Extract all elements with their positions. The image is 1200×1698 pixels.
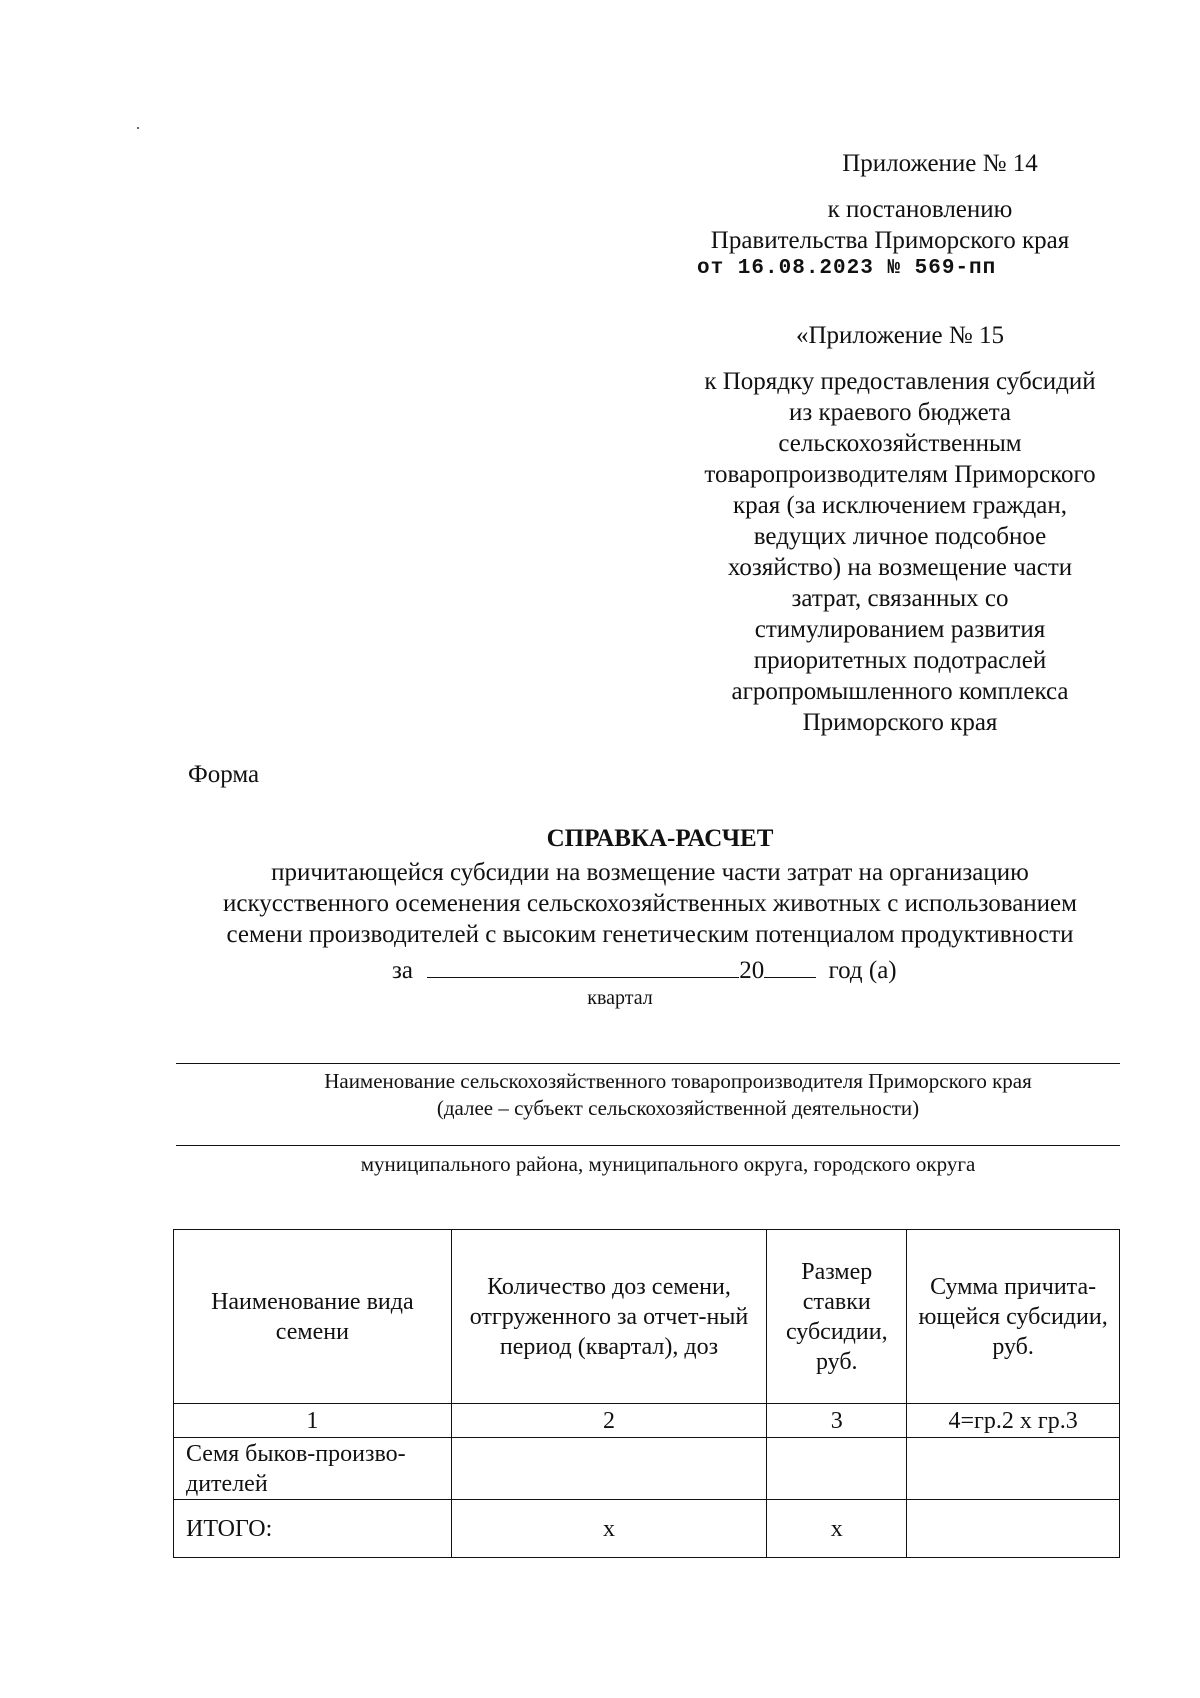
producer-caption-line1: Наименование сельскохозяйственного товаропроизводителя Приморского края <box>324 1069 1032 1093</box>
appendix-stamp: от 16.08.2023 № 569-пп <box>697 257 997 280</box>
quote-line: ведущих личное подсобное <box>753 523 1047 550</box>
quote-line: края (за исключением граждан, <box>732 492 1068 519</box>
producer-caption-line2: (далее – субъект сельскохозяйственной деятельности) <box>436 1096 920 1120</box>
period-year-prefix: 20 <box>739 957 765 984</box>
header-doses: Количество доз семени, отгруженного за отчет-ный период (квартал), доз <box>451 1230 767 1404</box>
table-total-row <box>174 1500 1120 1558</box>
appendix-line1: к постановлению <box>827 196 1013 223</box>
subtitle-line: искусственного осеменения сельскохозяйственных животных с использованием <box>223 890 1077 917</box>
quote-line: из краевого бюджета <box>788 399 1012 426</box>
form-label: Форма <box>188 761 260 788</box>
document-subtitle <box>150 857 1150 950</box>
quote-line: товаропроизводителям Приморского <box>704 461 1096 488</box>
table-number-row <box>174 1404 1120 1438</box>
appendix-quote-body <box>650 366 1150 738</box>
quote-line: затрат, связанных со <box>791 585 1009 612</box>
sum-cell[interactable] <box>907 1438 1120 1500</box>
appendix-title: Приложение № 14 <box>842 150 1038 177</box>
period-prefix: за <box>392 957 413 984</box>
quarter-caption: квартал <box>587 987 653 1009</box>
appendix-resolution <box>640 194 1140 256</box>
scan-dot <box>137 127 139 129</box>
period-line <box>392 953 897 985</box>
col-number: 2 <box>451 1404 767 1438</box>
col-number: 3 <box>767 1404 907 1438</box>
district-caption: муниципального района, муниципального округа, городского округа <box>360 1152 976 1176</box>
quote-line: хозяйство) на возмещение части <box>727 554 1073 581</box>
seed-name-cell: Семя быков-произво-дителей <box>174 1438 452 1500</box>
producer-caption <box>176 1068 1120 1122</box>
header-sum: Сумма причита-ющейся субсидии, руб. <box>907 1230 1120 1404</box>
table-row <box>174 1438 1120 1500</box>
quarter-blank[interactable] <box>427 953 739 978</box>
quote-line: Приморского края <box>802 709 998 736</box>
header-rate: Размер ставки субсидии, руб. <box>767 1230 907 1404</box>
appendix-line2: Правительства Приморского края <box>710 227 1070 254</box>
col-number: 4=гр.2 х гр.3 <box>907 1404 1120 1438</box>
quote-line: сельскохозяйственным <box>778 430 1022 457</box>
quote-line: приоритетных подотраслей <box>753 647 1047 674</box>
document-title: СПРАВКА-РАСЧЕТ <box>546 825 774 852</box>
subtitle-line: семени производителей с высоким генетическим потенциалом продуктивности <box>226 921 1074 948</box>
subtitle-line: причитающейся субсидии на возмещение части затрат на организацию <box>271 859 1029 886</box>
year-blank[interactable] <box>764 953 816 978</box>
total-rate-cell: х <box>767 1500 907 1558</box>
header-seed-type: Наименование вида семени <box>174 1230 452 1404</box>
quote-line: стимулированием развития <box>754 616 1046 643</box>
doses-cell[interactable] <box>451 1438 767 1500</box>
col-number: 1 <box>174 1404 452 1438</box>
table-header-row <box>174 1230 1120 1404</box>
quote-line: агропромышленного комплекса <box>731 678 1069 705</box>
rate-cell[interactable] <box>767 1438 907 1500</box>
total-label-cell: ИТОГО: <box>174 1500 452 1558</box>
quote-line: к Порядку предоставления субсидий <box>704 368 1096 395</box>
period-suffix: год (а) <box>828 957 897 984</box>
producer-name-line[interactable] <box>176 1063 1120 1064</box>
appendix-block <box>640 148 1140 179</box>
total-doses-cell: х <box>451 1500 767 1558</box>
district-name-line[interactable] <box>176 1145 1120 1146</box>
subsidy-table <box>173 1229 1120 1558</box>
total-sum-cell[interactable] <box>907 1500 1120 1558</box>
appendix-quote-title: «Приложение № 15 <box>795 322 1005 349</box>
